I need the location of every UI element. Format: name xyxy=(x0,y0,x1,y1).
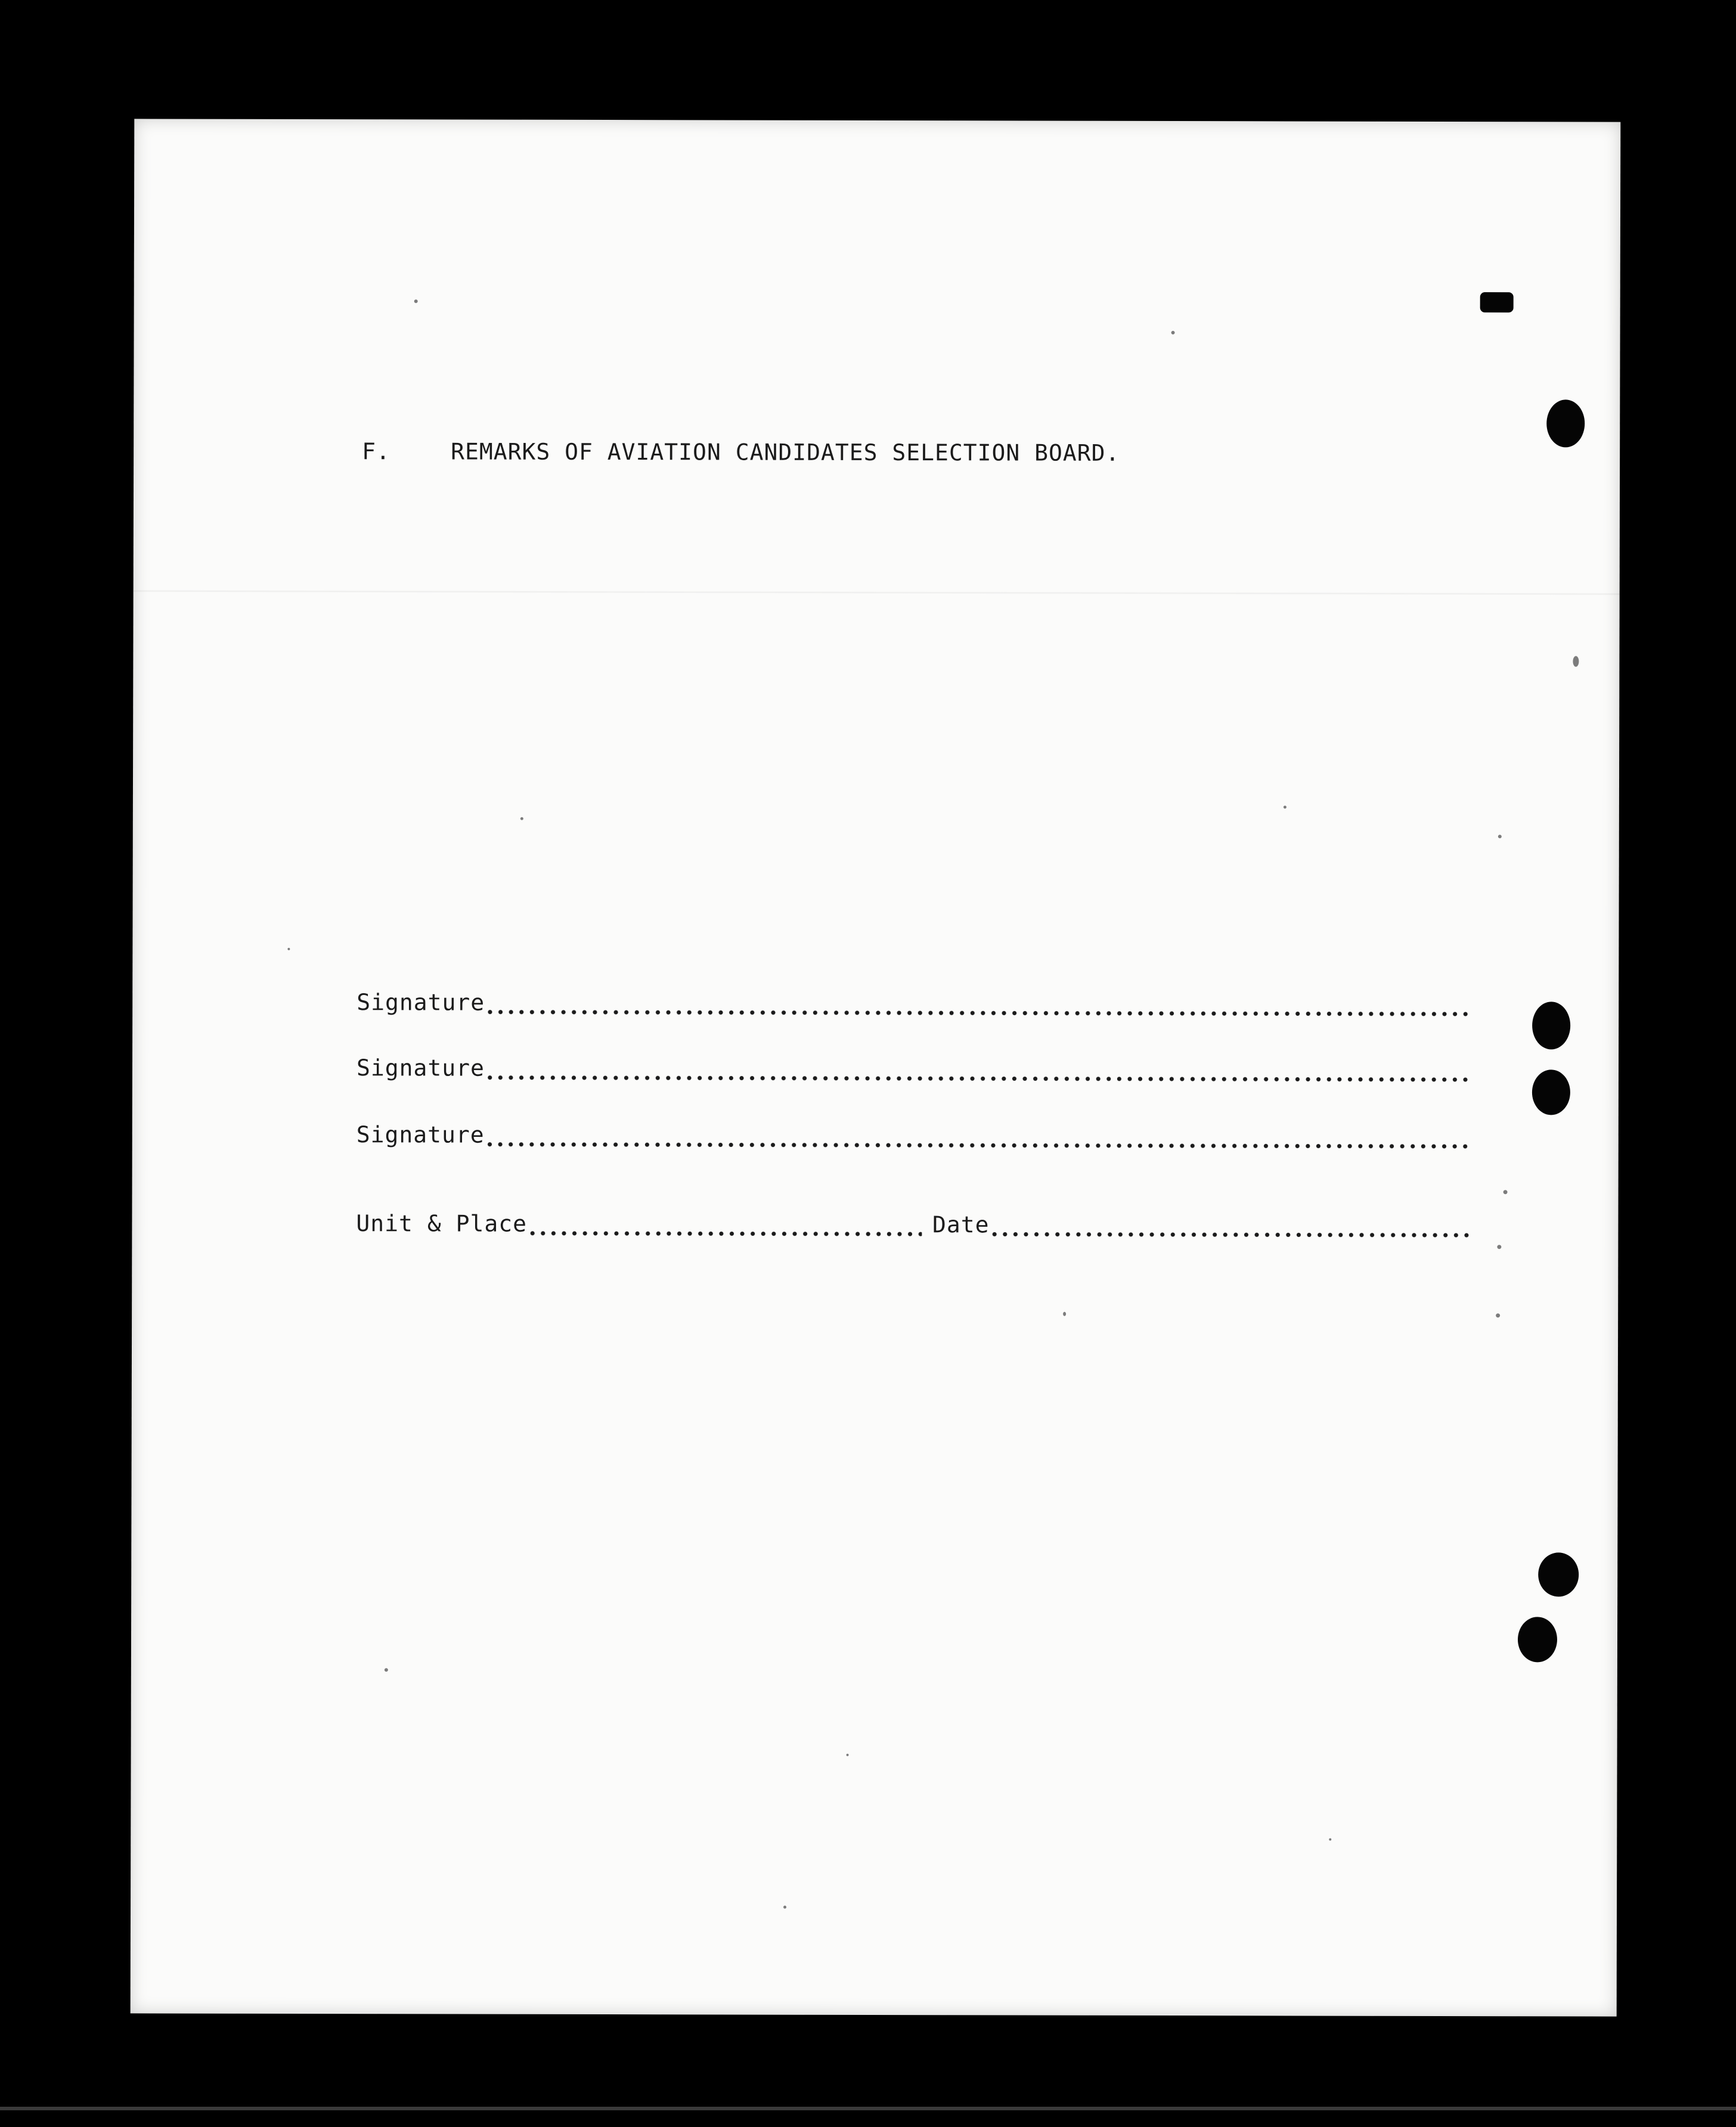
signature-dotted-field xyxy=(485,1009,1471,1017)
film-edge xyxy=(0,2107,1736,2110)
punch-hole xyxy=(1518,1617,1557,1662)
signature-label: Signature xyxy=(356,989,485,1016)
punch-hole xyxy=(1532,1069,1570,1115)
date-dotted-field xyxy=(989,1231,1471,1238)
speck xyxy=(1329,1838,1331,1841)
signature-line-2 xyxy=(356,1056,1471,1087)
speck xyxy=(783,1906,786,1909)
speck xyxy=(1497,1245,1501,1249)
unit-place-date-line xyxy=(356,1212,1471,1243)
speck xyxy=(1284,805,1286,808)
section-letter: F. xyxy=(362,438,390,465)
date-label: Date xyxy=(932,1211,990,1238)
speck xyxy=(414,299,418,303)
speck xyxy=(520,817,523,820)
punch-hole xyxy=(1532,1002,1570,1049)
signature-line-3 xyxy=(356,1123,1471,1154)
signature-dotted-field xyxy=(485,1142,1471,1149)
form-page xyxy=(131,119,1621,2016)
speck xyxy=(287,948,290,950)
speck xyxy=(847,1754,849,1756)
speck xyxy=(1573,656,1579,666)
punch-hole xyxy=(1538,1552,1579,1596)
speck xyxy=(1504,1190,1508,1194)
signature-dotted-field xyxy=(485,1075,1471,1083)
speck xyxy=(1498,835,1502,838)
signature-line-1 xyxy=(356,991,1471,1022)
signature-label: Signature xyxy=(356,1055,485,1081)
speck xyxy=(1063,1312,1066,1316)
signature-label: Signature xyxy=(356,1121,485,1148)
unit-place-label: Unit & Place xyxy=(356,1210,528,1237)
section-title: REMARKS OF AVIATION CANDIDATES SELECTION BOARD. xyxy=(451,438,1120,466)
punch-hole xyxy=(1546,399,1585,447)
unit-place-dotted-field xyxy=(527,1230,922,1237)
speck xyxy=(1496,1313,1500,1317)
speck xyxy=(1171,331,1175,334)
fold-line xyxy=(134,590,1620,595)
punch-hole xyxy=(1480,292,1514,312)
speck xyxy=(385,1668,388,1672)
